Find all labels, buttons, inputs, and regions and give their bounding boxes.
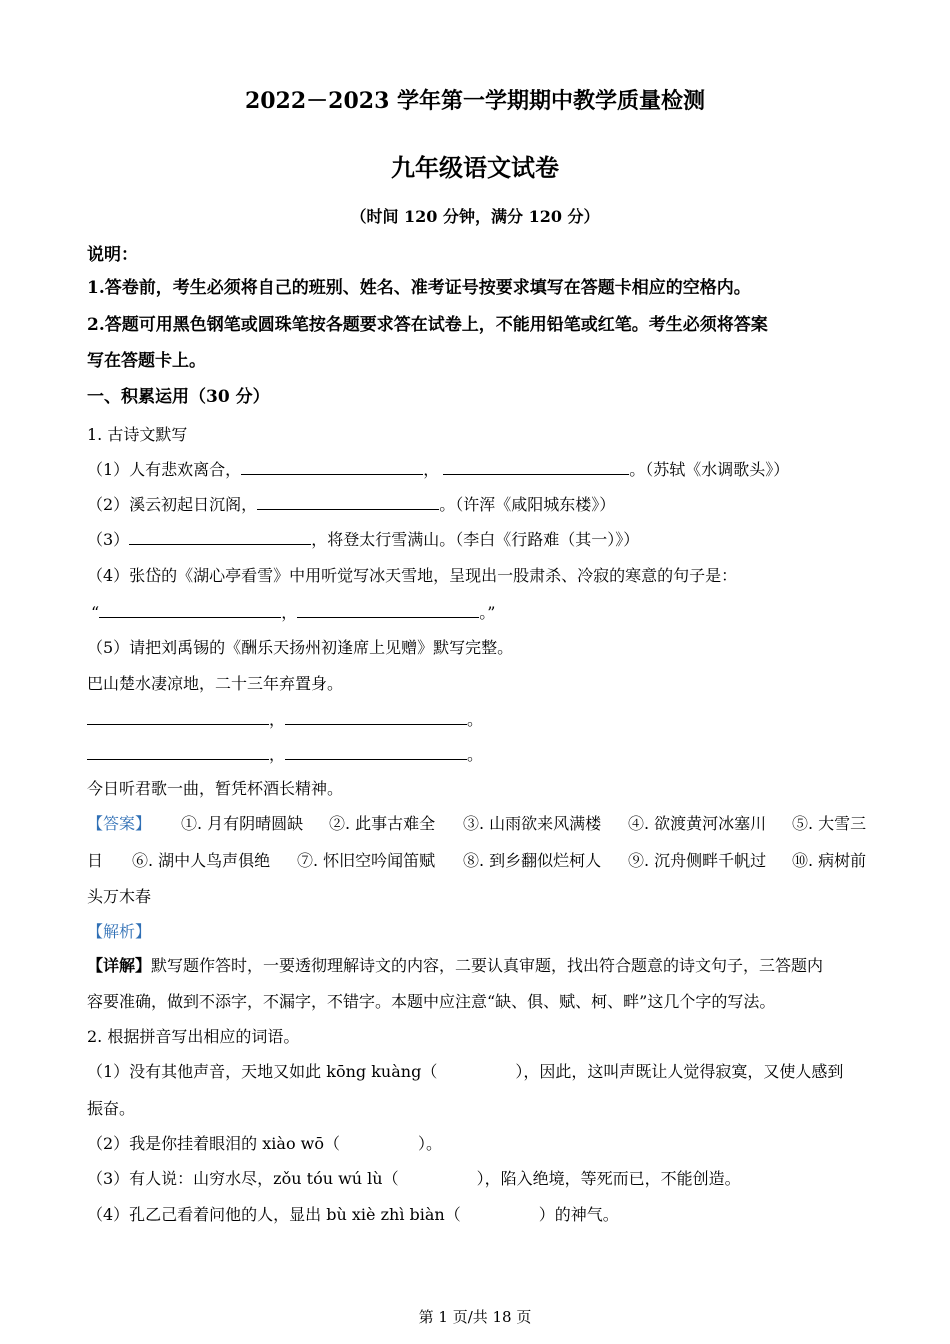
poem-end: 。 <box>467 710 484 729</box>
instruction-item-2-cont: 写在答题卡上。 <box>87 351 206 371</box>
q2-part-4 <box>87 1204 619 1226</box>
q2-p3-text: （3）有人说：山穷水尽，zǒu tóu wú lù（ <box>87 1169 399 1188</box>
poem-first-line: 巴山楚水凄凉地，二十三年弃置身。 <box>87 674 344 693</box>
q1-part-3 <box>87 528 639 551</box>
instructions-label: 说明： <box>87 245 138 265</box>
analysis-tag: 【解析】 <box>87 922 152 941</box>
poem-end: 。 <box>467 745 484 764</box>
detail-text: 默写题作答时，一要透彻理解诗文的内容，二要认真审题，找出符合题意的诗文句子，三答题内 <box>151 956 824 975</box>
answer-item: ③. 山雨欲来风满楼 <box>463 814 602 833</box>
q2-p4-text: （4）孔乙己看着问他的人，显出 bù xiè zhì biàn（ <box>87 1205 461 1224</box>
q1-part-5: （5）请把刘禹锡的《酬乐天扬州初逢席上见赠》默写完整。 <box>87 638 514 657</box>
exam-title: 2022－2023 学年第一学期期中教学质量检测 <box>244 88 706 114</box>
section-heading: 一、积累运用（30 分） <box>87 387 270 407</box>
answer-blank <box>297 601 479 618</box>
q1-part-4: （4）张岱的《湖心亭看雪》中用听觉写冰天雪地，呈现出一股肃杀、冷寂的寒意的句子是： <box>87 566 738 585</box>
poem-sep: ， <box>269 710 286 729</box>
q1-p3-text: （3） <box>87 530 130 549</box>
q1-p4-close: 。” <box>479 603 496 622</box>
answer-blank <box>87 743 269 760</box>
q1-part-1 <box>87 458 789 481</box>
answer-blank <box>257 493 439 510</box>
q1-p4-sep: ， <box>281 603 298 622</box>
q1-part-4-answer <box>91 601 495 624</box>
answer-blank <box>285 743 467 760</box>
instruction-item-2: 2.答题可用黑色钢笔或圆珠笔按各题要求答在试卷上，不能用铅笔或红笔。考生必须将答案 <box>87 315 768 335</box>
answer-item: ⑦. 怀旧空吟闻笛赋 <box>297 851 436 870</box>
q2-part-3 <box>87 1168 741 1190</box>
answer-blank <box>241 458 423 475</box>
answer-blank <box>99 601 281 618</box>
answer-blank <box>285 708 467 725</box>
exam-subtitle: 九年级语文试卷 <box>391 153 559 182</box>
question-2-title: 2. 根据拼音写出相应的词语。 <box>87 1027 300 1046</box>
q2-part-2 <box>87 1133 442 1155</box>
q2-p1-end: ），因此，这叫声既让人觉得寂寞，又使人感到 <box>515 1062 844 1081</box>
q1-p4-open: “ <box>91 603 100 622</box>
q1-part-2 <box>87 493 615 516</box>
question-1-title: 1. 古诗文默写 <box>87 425 188 444</box>
answer-item: ②. 此事古难全 <box>329 814 436 833</box>
answer-item: ⑩. 病树前 <box>792 851 867 870</box>
q2-p1-text: （1）没有其他声音，天地又如此 kōng kuàng（ <box>87 1062 438 1081</box>
poem-sep: ， <box>269 745 286 764</box>
q2-part-1 <box>87 1061 843 1083</box>
answer-row-3: 头万木春 <box>87 887 152 906</box>
q2-p2-end: ）。 <box>418 1134 443 1153</box>
q1-p3-end: ，将登太行雪满山。（李白《行路难（其一）》） <box>311 530 640 549</box>
answer-tag: 【答案】 <box>87 814 152 833</box>
q2-p2-text: （2）我是你挂着眼泪的 xiào wō（ <box>87 1134 340 1153</box>
q1-p1-end: 。（苏轼《水调歌头》） <box>629 460 790 479</box>
q2-p3-end: ），陷入绝境，等死而已，不能创造。 <box>476 1169 741 1188</box>
time-note: （时间 120 分钟，满分 120 分） <box>350 207 600 226</box>
answer-item: ⑧. 到乡翻似烂柯人 <box>463 851 602 870</box>
answer-item: ⑨. 沉舟侧畔千帆过 <box>628 851 767 870</box>
detail-line-2: 容要准确，做到不添字，不漏字，不错字。本题中应注意“缺、俱、赋、柯、畔”这几个字的写法。 <box>87 992 776 1011</box>
q1-p2-end: 。（许浑《咸阳城东楼》） <box>439 495 616 514</box>
poem-blank-line-1 <box>87 708 483 731</box>
q1-p1-sep: ， <box>423 460 440 479</box>
detail-tag: 【详解】 <box>87 956 152 975</box>
answer-item: ⑤. 大雪三 <box>792 814 867 833</box>
answer-blank <box>87 708 269 725</box>
q2-p4-end: ）的神气。 <box>538 1205 619 1224</box>
page-footer: 第 1 页/共 18 页 <box>418 1308 532 1326</box>
answer-item: ①. 月有阴晴圆缺 <box>181 814 304 833</box>
answer-blank <box>443 458 629 475</box>
answer-item: ⑥. 湖中人鸟声俱绝 <box>132 851 271 870</box>
instruction-item-1: 1.答卷前，考生必须将自己的班别、姓名、准考证号按要求填写在答题卡相应的空格内。 <box>87 278 751 298</box>
poem-last-line: 今日听君歌一曲，暂凭杯酒长精神。 <box>87 779 344 798</box>
q1-p1-text: （1）人有悲欢离合， <box>87 460 242 479</box>
q1-p2-text: （2）溪云初起日沉阁， <box>87 495 258 514</box>
detail-line-1 <box>87 955 823 977</box>
q2-part-1-cont: 振奋。 <box>87 1099 136 1118</box>
answer-item: 日 <box>87 851 104 870</box>
poem-blank-line-2 <box>87 743 483 766</box>
answer-item: ④. 欲渡黄河冰塞川 <box>628 814 767 833</box>
answer-blank <box>129 528 311 545</box>
